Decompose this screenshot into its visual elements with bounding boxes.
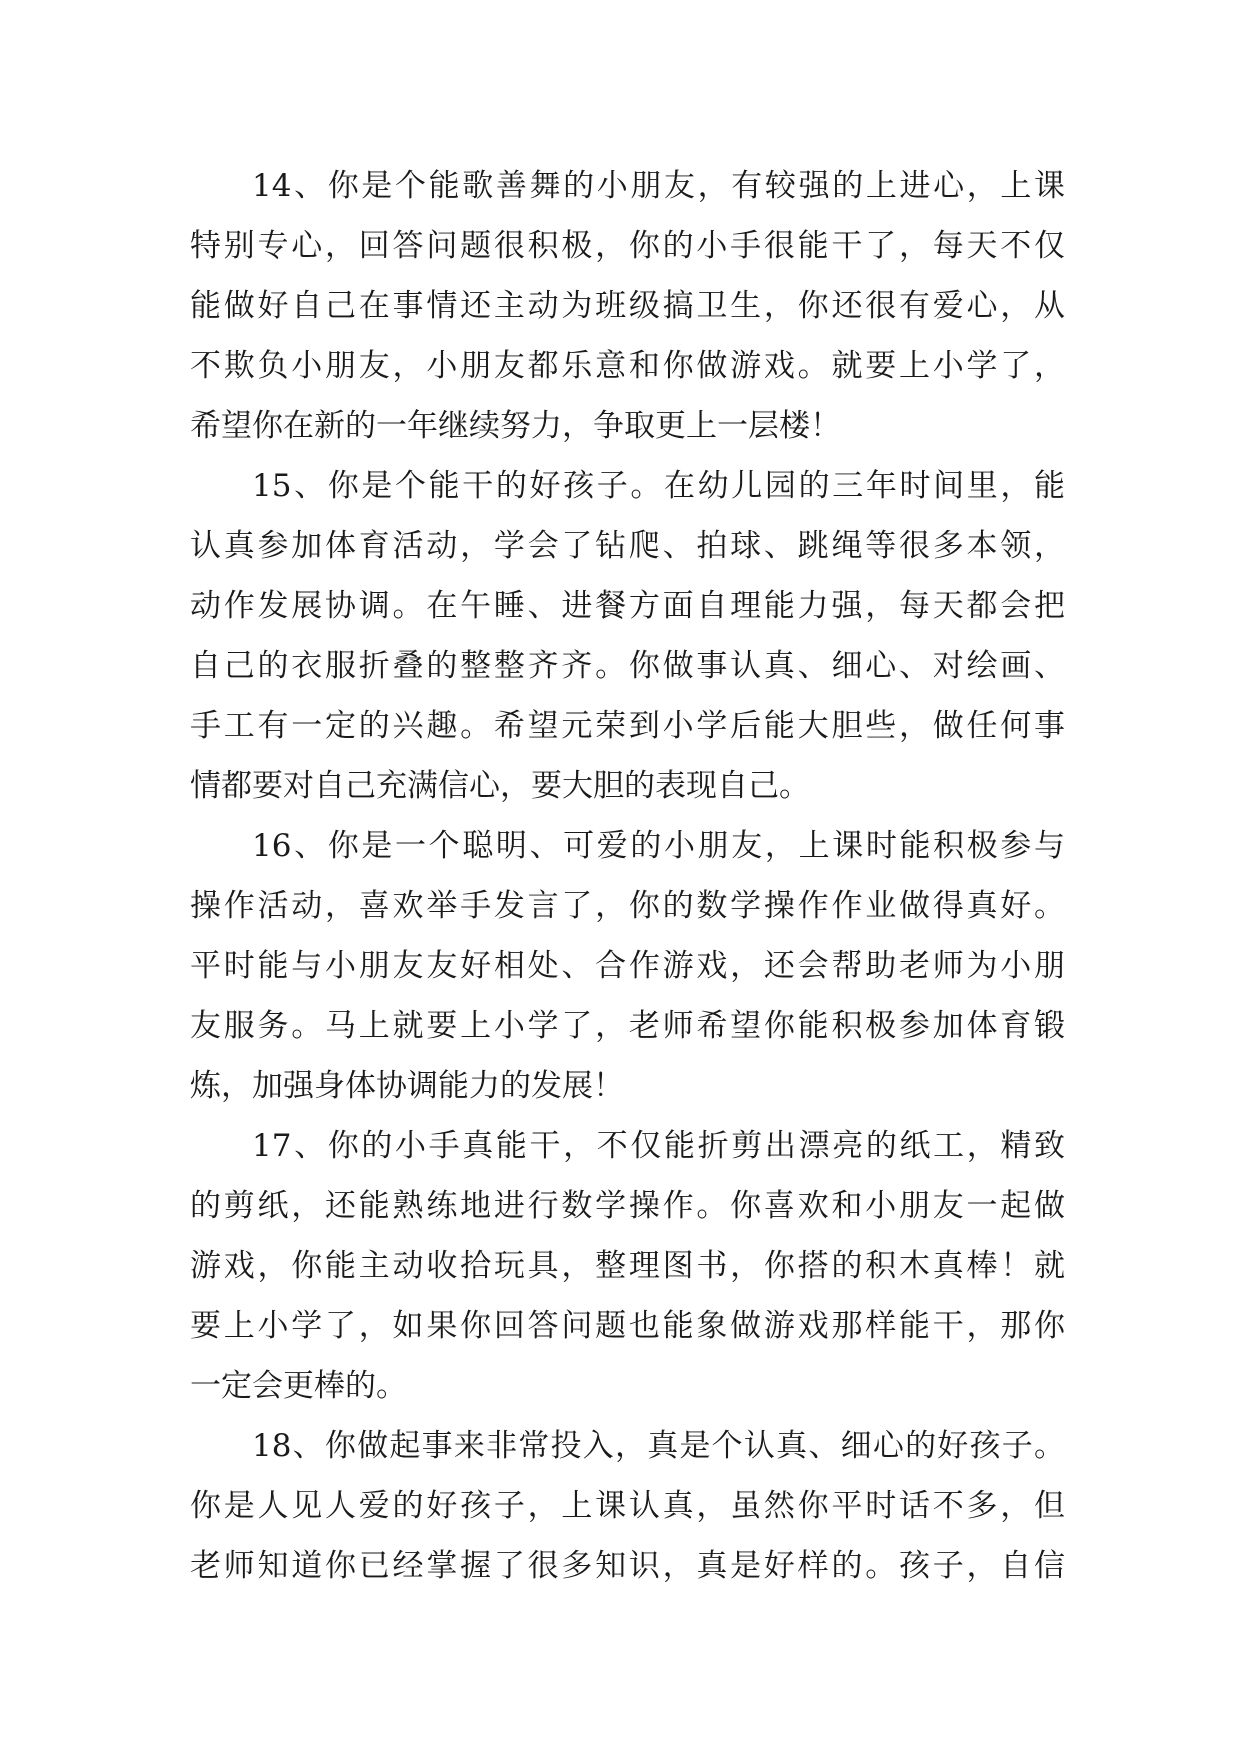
text-line: 手工有一定的兴趣。希望元荣到小学后能大胆些，做任何事 — [190, 708, 1065, 744]
text-line: 游戏，你能主动收拾玩具，整理图书，你搭的积木真棒！就 — [190, 1248, 1065, 1284]
text-line: 18、你做起事来非常投入，真是个认真、细心的好孩子。 — [252, 1428, 1065, 1464]
text-line: 一定会更棒的。 — [190, 1368, 407, 1404]
text-line: 操作活动，喜欢举手发言了，你的数学操作作业做得真好。 — [190, 888, 1065, 924]
text-line: 认真参加体育活动，学会了钻爬、拍球、跳绳等很多本领， — [190, 528, 1065, 564]
text-line: 动作发展协调。在午睡、进餐方面自理能力强，每天都会把 — [190, 588, 1065, 624]
document-body — [190, 156, 1065, 1596]
text-line: 不欺负小朋友，小朋友都乐意和你做游戏。就要上小学了， — [190, 348, 1065, 384]
text-line: 特别专心，回答问题很积极，你的小手很能干了，每天不仅 — [190, 228, 1065, 264]
text-line: 炼，加强身体协调能力的发展！ — [190, 1068, 624, 1104]
text-line: 的剪纸，还能熟练地进行数学操作。你喜欢和小朋友一起做 — [190, 1188, 1065, 1224]
paragraph-17 — [190, 1116, 1065, 1416]
text-line: 17、你的小手真能干，不仅能折剪出漂亮的纸工，精致 — [252, 1128, 1065, 1164]
text-line: 你是人见人爱的好孩子，上课认真，虽然你平时话不多，但 — [190, 1488, 1065, 1524]
paragraph-16 — [190, 816, 1065, 1116]
paragraph-18 — [190, 1416, 1065, 1596]
text-line: 16、你是一个聪明、可爱的小朋友，上课时能积极参与 — [252, 828, 1065, 864]
text-line: 自己的衣服折叠的整整齐齐。你做事认真、细心、对绘画、 — [190, 648, 1065, 684]
text-line: 能做好自己在事情还主动为班级搞卫生，你还很有爱心，从 — [190, 288, 1065, 324]
text-line: 希望你在新的一年继续努力，争取更上一层楼！ — [190, 408, 841, 444]
paragraph-14 — [190, 156, 1065, 456]
text-line: 15、你是个能干的好孩子。在幼儿园的三年时间里，能 — [252, 468, 1065, 504]
text-line: 情都要对自己充满信心，要大胆的表现自己。 — [190, 768, 810, 804]
text-line: 14、你是个能歌善舞的小朋友，有较强的上进心，上课 — [252, 168, 1065, 204]
paragraph-15 — [190, 456, 1065, 816]
text-line: 平时能与小朋友友好相处、合作游戏，还会帮助老师为小朋 — [190, 948, 1065, 984]
text-line: 友服务。马上就要上小学了，老师希望你能积极参加体育锻 — [190, 1008, 1065, 1044]
text-line: 老师知道你已经掌握了很多知识，真是好样的。孩子，自信 — [190, 1548, 1065, 1584]
text-line: 要上小学了，如果你回答问题也能象做游戏那样能干，那你 — [190, 1308, 1065, 1344]
